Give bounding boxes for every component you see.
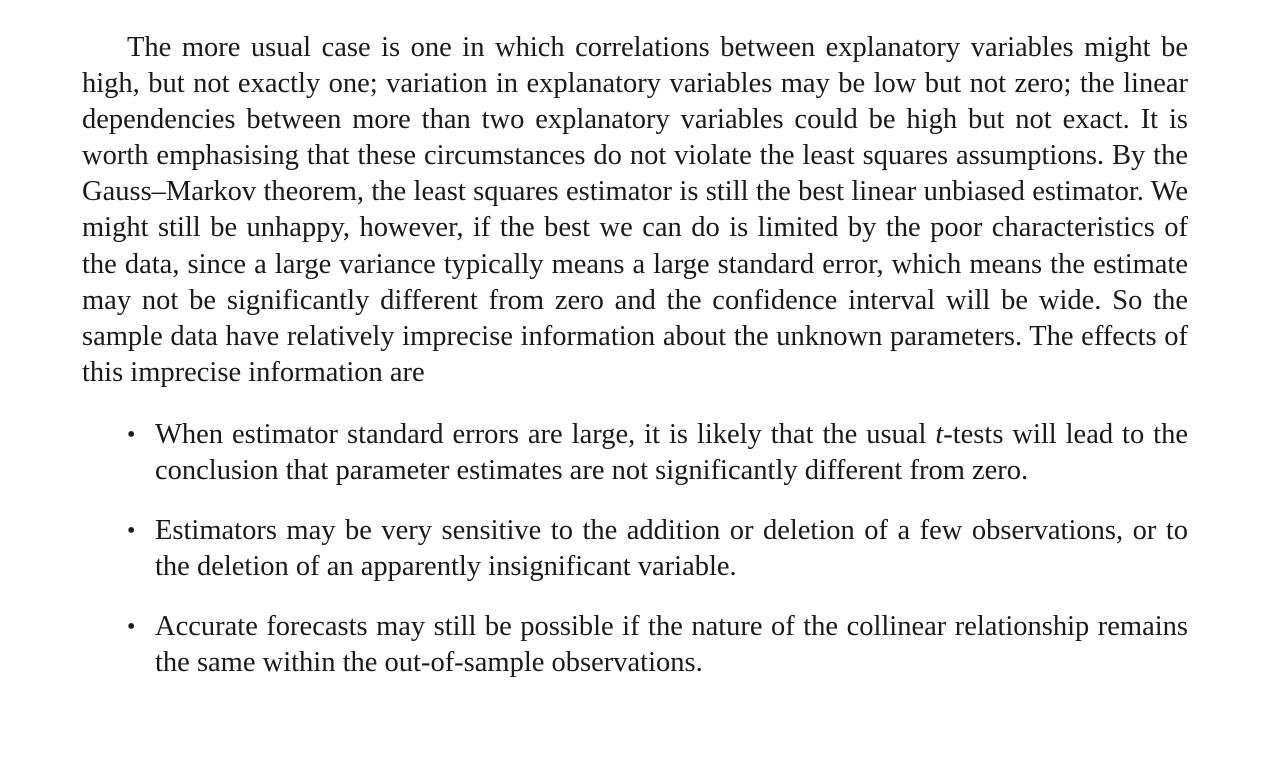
list-item-text: Estimators may be very sensitive to the addition or deletion of a few observations, or to the deletion of an apparently insignificant variable. — [155, 515, 1188, 583]
list-item-text-start: When estimator standard errors are large, it is likely that the usual — [155, 418, 936, 450]
list-item — [82, 417, 1188, 489]
bullet-icon: • — [127, 518, 136, 545]
list-item — [82, 513, 1188, 585]
t-test-symbol: t — [935, 418, 944, 450]
document-page — [82, 30, 1188, 706]
list-item-text-end: -tests will lead to the conclusion that parameter estimates are not significantly different from zero. — [155, 418, 1188, 487]
list-item-text: Accurate forecasts may still be possible if the nature of the collinear relationship remains the same within the out-of-sample observations. — [155, 611, 1188, 679]
list-item — [82, 609, 1188, 681]
bullet-icon: • — [127, 421, 136, 448]
body-paragraph: The more usual case is one in which correlations between explanatory variables might be high, but not exactly one; variation in explanatory variables may be low but not zero; the linear dependencies between more than two explanatory variables could be high but not exact. It is worth emphasising that these circumstances do not violate the least squares assumptions. By the Gauss–Markov theorem, the least squares estimator is still the best linear unbiased estimator. We might still be unhappy, however, if the best we can do is limited by the poor characteristics of the data, since a large variance typically means a large standard error, which means the estimate may not be significantly different from zero and the confidence interval will be wide. So the sample data have relatively imprecise information about the unknown parameters. The effects of this imprecise information are — [82, 32, 1188, 388]
bullet-icon: • — [127, 614, 136, 641]
effects-list — [82, 417, 1188, 682]
